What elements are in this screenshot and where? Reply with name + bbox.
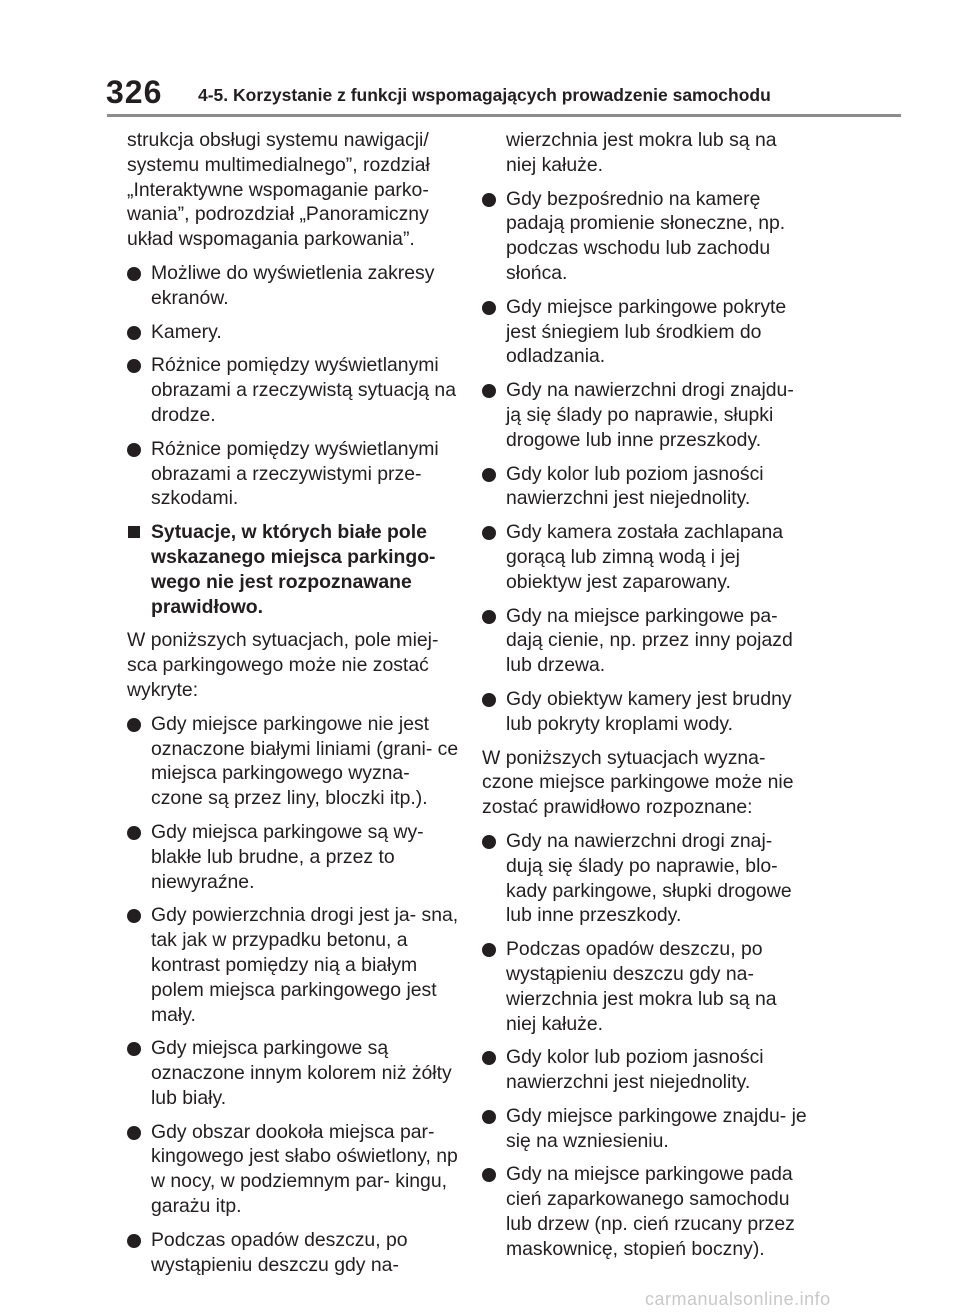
bullet-dot-icon bbox=[482, 835, 496, 849]
square-bullet-icon bbox=[128, 526, 140, 538]
bullet-list bbox=[482, 187, 807, 737]
bullet-dot-icon bbox=[482, 301, 496, 315]
site-watermark: carmanualsonline.info bbox=[645, 1289, 831, 1309]
bullet-dot-icon bbox=[482, 1051, 496, 1065]
bullet-dot-icon bbox=[482, 1168, 496, 1182]
list-item: Gdy na nawierzchni drogi znaj- dują się ślady po naprawie, blo- kady parkingowe, słupki drogowe lub inne przeszkody. bbox=[482, 829, 807, 928]
bullet-list bbox=[127, 261, 462, 511]
bullet-dot-icon bbox=[482, 384, 496, 398]
list-item: Gdy miejsce parkingowe nie jest oznaczone białymi liniami (grani- ce miejsca parkingowego wyzna- czone są przez liny, bloczki itp.). bbox=[127, 712, 462, 811]
list-item: Możliwe do wyświetlenia zakresy ekranów. bbox=[127, 261, 462, 311]
page-header bbox=[0, 0, 960, 130]
bullet-dot-icon bbox=[127, 826, 141, 840]
bullet-dot-icon bbox=[482, 610, 496, 624]
list-item: Gdy na miejsce parkingowe pada cień zaparkowanego samochodu lub drzew (np. cień rzucany przez maskownicę, stopień boczny). bbox=[482, 1162, 807, 1261]
list-item: Gdy obiektyw kamery jest brudny lub pokryty kroplami wody. bbox=[482, 687, 807, 737]
bullet-dot-icon bbox=[127, 359, 141, 373]
bullet-list bbox=[482, 829, 807, 1262]
body-paragraph: W poniższych sytuacjach, pole miej- sca parkingowego może nie zostać wykryte: bbox=[127, 629, 439, 701]
bullet-dot-icon bbox=[482, 468, 496, 482]
list-item: Gdy powierzchnia drogi jest ja- sna, tak jak w przypadku betonu, a kontrast pomiędzy nią a białym polem miejsca parkingowego jest mały. bbox=[127, 903, 462, 1027]
list-item: Kamery. bbox=[127, 320, 462, 345]
header-divider bbox=[107, 114, 901, 117]
bullet-dot-icon bbox=[482, 943, 496, 957]
bullet-dot-icon bbox=[482, 693, 496, 707]
bullet-dot-icon bbox=[482, 526, 496, 540]
continuation-text: wierzchnia jest mokra lub są na niej kałuże. bbox=[506, 129, 777, 176]
bullet-dot-icon bbox=[482, 1110, 496, 1124]
bullet-dot-icon bbox=[127, 909, 141, 923]
list-item: Gdy miejsca parkingowe są wy- blakłe lub brudne, a przez to niewyraźne. bbox=[127, 820, 462, 894]
subsection-heading: Sytuacje, w których białe pole wskazanego miejsca parkingo- wego nie jest rozpoznawane prawidłowo. bbox=[127, 520, 462, 619]
page-number: 326 bbox=[106, 74, 163, 110]
list-item: Gdy na nawierzchni drogi znajdu- ją się ślady po naprawie, słupki drogowe lub inne przeszkody. bbox=[482, 378, 807, 452]
bullet-dot-icon bbox=[127, 718, 141, 732]
bullet-dot-icon bbox=[127, 443, 141, 457]
bullet-dot-icon bbox=[127, 1126, 141, 1140]
list-item: Gdy miejsce parkingowe znajdu- je się na wzniesieniu. bbox=[482, 1104, 807, 1154]
bullet-dot-icon bbox=[127, 326, 141, 340]
list-item: Podczas opadów deszczu, po wystąpieniu deszczu gdy na- wierzchnia jest mokra lub są na niej kałuże. bbox=[482, 937, 807, 1036]
bullet-dot-icon bbox=[127, 1234, 141, 1248]
bullet-dot-icon bbox=[127, 267, 141, 281]
left-column bbox=[127, 128, 462, 1286]
body-paragraph: W poniższych sytuacjach wyzna- czone miejsce parkingowe może nie zostać prawidłowo rozpoznane: bbox=[482, 746, 794, 819]
list-item: Gdy miejsce parkingowe pokryte jest śniegiem lub środkiem do odladzania. bbox=[482, 295, 807, 369]
list-item: Gdy obszar dookoła miejsca par- kingowego jest słabo oświetlony, np w nocy, w podziemnym par- kingu, garażu itp. bbox=[127, 1120, 462, 1219]
list-item: Gdy na miejsce parkingowe pa- dają cienie, np. przez inny pojazd lub drzewa. bbox=[482, 604, 807, 678]
list-item: Różnice pomiędzy wyświetlanymi obrazami a rzeczywistymi prze- szkodami. bbox=[127, 437, 462, 511]
list-item: Gdy miejsca parkingowe są oznaczone innym kolorem niż żółty lub biały. bbox=[127, 1036, 462, 1110]
section-title: 4-5. Korzystanie z funkcji wspomagających prowadzenie samochodu bbox=[198, 85, 771, 105]
intro-paragraph: strukcja obsługi systemu nawigacji/ systemu multimedialnego”, rozdział „Interaktywne wspomaganie parko- wania”, podrozdział „Panoramiczny układ wspomagania parkowania”. bbox=[127, 129, 430, 251]
list-item: Gdy kamera została zachlapana gorącą lub zimną wodą i jej obiektyw jest zaparowany. bbox=[482, 520, 807, 594]
list-item: Różnice pomiędzy wyświetlanymi obrazami a rzeczywistą sytuacją na drodze. bbox=[127, 353, 462, 427]
bullet-dot-icon bbox=[482, 193, 496, 207]
list-item: Gdy kolor lub poziom jasności nawierzchni jest niejednolity. bbox=[482, 462, 807, 512]
bullet-list bbox=[127, 712, 462, 1278]
right-column bbox=[482, 128, 807, 1271]
bullet-dot-icon bbox=[127, 1042, 141, 1056]
list-item: Podczas opadów deszczu, po wystąpieniu deszczu gdy na- bbox=[127, 1228, 462, 1278]
list-item: Gdy kolor lub poziom jasności nawierzchni jest niejednolity. bbox=[482, 1045, 807, 1095]
list-item: Gdy bezpośrednio na kamerę padają promienie słoneczne, np. podczas wschodu lub zachodu słońca. bbox=[482, 187, 807, 286]
